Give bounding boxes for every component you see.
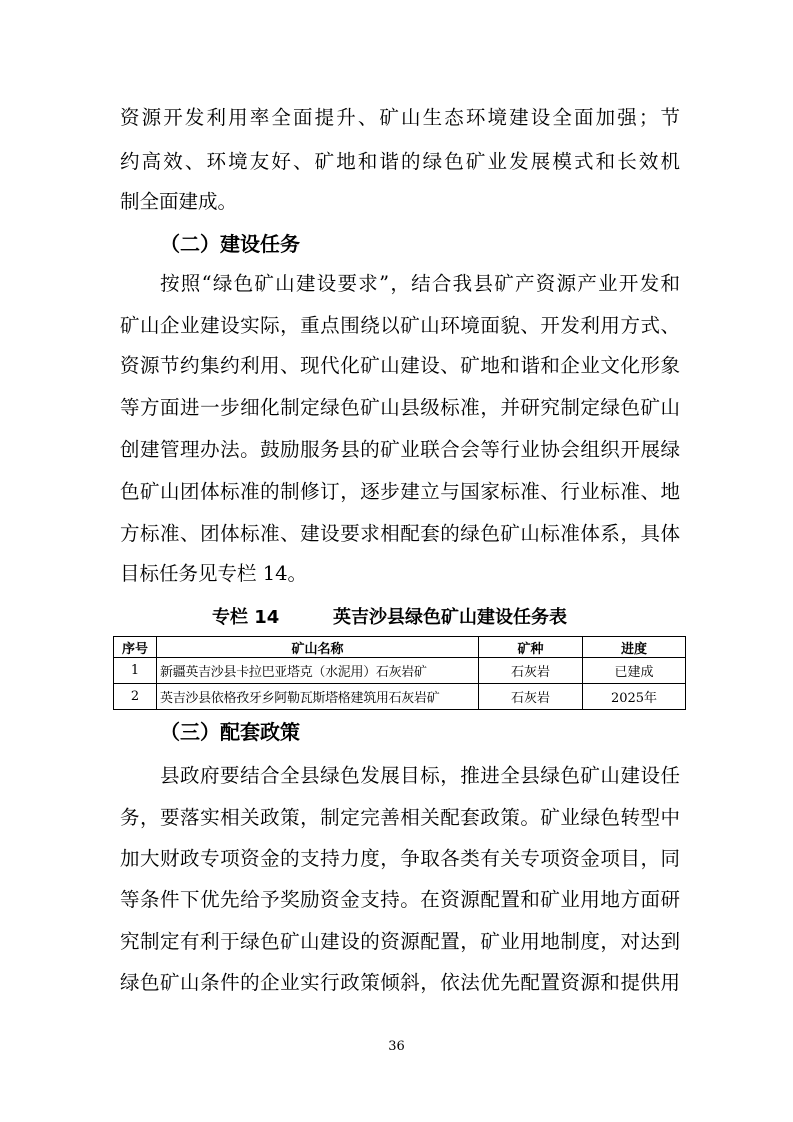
cell-mine-name: 新疆英吉沙县卡拉巴亚塔克（水泥用）石灰岩矿 — [157, 658, 479, 684]
header-index: 序号 — [114, 637, 157, 658]
page-number: 36 — [388, 1039, 405, 1054]
text-line: 务，要落实相关政策，制定完善相关配套政策。矿业绿色转型中 — [120, 806, 680, 829]
text-line: 资源节约集约利用、现代化矿山建设、矿地和谐和企业文化形象 — [120, 354, 680, 377]
text-line: 创建管理办法。鼓励服务县的矿业联合会等行业协会组织开展绿 — [120, 438, 680, 461]
table-title — [120, 606, 680, 630]
table-title-name: 英吉沙县绿色矿山建设任务表 — [333, 607, 567, 628]
header-progress: 进度 — [583, 637, 686, 658]
text-line: 色矿山团体标准的制修订，逐步建立与国家标准、行业标准、地 — [120, 480, 680, 503]
text-line: 约高效、环境友好、矿地和谐的绿色矿业发展模式和长效机 — [120, 150, 680, 173]
section-heading-construction-tasks: （二）建设任务 — [160, 232, 300, 256]
text-line: 加大财政专项资金的支持力度，争取各类有关专项资金项目，同 — [120, 847, 680, 870]
cell-mineral-type: 石灰岩 — [479, 658, 583, 684]
section-heading-supporting-policies: （三）配套政策 — [160, 720, 300, 744]
header-mine-name: 矿山名称 — [157, 637, 479, 658]
green-mine-task-table — [113, 636, 686, 710]
header-mineral-type: 矿种 — [479, 637, 583, 658]
text-line: 等条件下优先给予奖励资金支持。在资源配置和矿业用地方面研 — [120, 888, 680, 911]
text-line: 方标准、团体标准、建设要求相配套的绿色矿山标准体系，具体 — [120, 522, 680, 545]
text-line: 究制定有利于绿色矿山建设的资源配置，矿业用地制度，对达到 — [120, 930, 680, 953]
cell-mineral-type: 石灰岩 — [479, 684, 583, 710]
text-line: 矿山企业建设实际，重点围绕以矿山环境面貌、开发利用方式、 — [120, 314, 680, 337]
cell-progress: 2025年 — [583, 684, 686, 710]
text-line: 等方面进一步细化制定绿色矿山县级标准，并研究制定绿色矿山 — [120, 396, 680, 419]
table-row — [114, 684, 686, 710]
text-line: 目标任务见专栏 14。 — [120, 562, 308, 585]
text-line: 绿色矿山条件的企业实行政策倾斜，依法优先配置资源和提供用 — [120, 971, 680, 994]
cell-index: 1 — [114, 658, 157, 684]
table-row — [114, 658, 686, 684]
table-header-row — [114, 637, 686, 658]
cell-index: 2 — [114, 684, 157, 710]
text-line: 制全面建成。 — [120, 190, 238, 213]
cell-mine-name: 英吉沙县依格孜牙乡阿勒瓦斯塔格建筑用石灰岩矿 — [157, 684, 479, 710]
text-line: 按照“绿色矿山建设要求”，结合我县矿产资源产业开发和 — [160, 272, 680, 295]
text-line: 资源开发利用率全面提升、矿山生态环境建设全面加强；节 — [120, 106, 680, 129]
table-title-number: 专栏 14 — [212, 607, 280, 628]
text-line: 县政府要结合全县绿色发展目标，推进全县绿色矿山建设任 — [160, 764, 680, 787]
cell-progress: 已建成 — [583, 658, 686, 684]
